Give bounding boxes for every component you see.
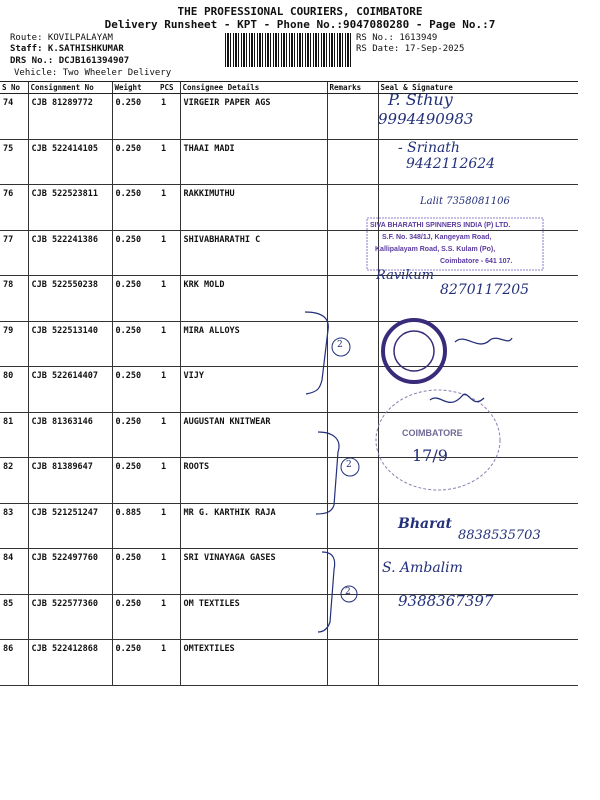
cell-weight: 0.250 (112, 185, 158, 231)
cell-remarks (327, 321, 378, 367)
round-stamp-text: COIMBATORE (402, 428, 463, 438)
cell-pcs: 1 (158, 458, 180, 504)
cell-remarks (327, 549, 378, 595)
cell-consignee: MR G. KARTHIK RAJA (180, 503, 327, 549)
cell-weight: 0.250 (112, 321, 158, 367)
rs-date: RS Date: 17-Sep-2025 (356, 44, 465, 54)
cell-pcs: 1 (158, 94, 180, 140)
signature-row-75: - Srinath (398, 140, 460, 156)
cell-remarks (327, 276, 378, 322)
company-title: THE PROFESSIONAL COURIERS, COIMBATORE (177, 5, 423, 18)
vehicle-label: Vehicle: Two Wheeler Delivery (14, 68, 172, 78)
cell-consignee: OMTEXTILES (180, 640, 327, 686)
cell-pcs: 1 (158, 276, 180, 322)
cell-consignment: CJB 522614407 (28, 367, 112, 413)
cell-weight: 0.250 (112, 139, 158, 185)
cell-remarks (327, 94, 378, 140)
barcode (225, 33, 353, 67)
col-weight: Weight (112, 82, 158, 94)
cell-remarks (327, 412, 378, 458)
cell-weight: 0.250 (112, 640, 158, 686)
cell-weight: 0.250 (112, 458, 158, 504)
cell-sno: 78 (0, 276, 28, 322)
table-row (0, 94, 578, 140)
cell-consignment: CJB 522241386 (28, 230, 112, 276)
col-consignee: Consignee Details (180, 82, 327, 94)
cell-pcs: 1 (158, 594, 180, 640)
cell-pcs: 1 (158, 412, 180, 458)
cell-pcs: 1 (158, 321, 180, 367)
cell-consignee: ROOTS (180, 458, 327, 504)
cell-sno: 75 (0, 139, 28, 185)
cell-consignee: THAAI MADI (180, 139, 327, 185)
cell-consignment: CJB 522412868 (28, 640, 112, 686)
cell-remarks (327, 640, 378, 686)
cell-consignee: OM TEXTILES (180, 594, 327, 640)
cell-remarks (327, 139, 378, 185)
cell-consignment: CJB 521251247 (28, 503, 112, 549)
col-sno: S No (0, 82, 28, 94)
signature-row-74: P. Sthuy (388, 90, 453, 109)
cell-pcs: 1 (158, 367, 180, 413)
phone-row-75: 9442112624 (406, 156, 496, 172)
cell-signature (378, 640, 578, 686)
cell-sno: 81 (0, 412, 28, 458)
cell-signature (378, 367, 578, 413)
signature-row-85: S. Ambalim (382, 560, 463, 576)
cell-consignment: CJB 522497760 (28, 549, 112, 595)
col-remarks: Remarks (327, 82, 378, 94)
cell-weight: 0.250 (112, 594, 158, 640)
cell-sno: 77 (0, 230, 28, 276)
cell-consignment: CJB 522577360 (28, 594, 112, 640)
cell-consignee: RAKKIMUTHU (180, 185, 327, 231)
cell-sno: 76 (0, 185, 28, 231)
cell-signature (378, 321, 578, 367)
cell-remarks (327, 230, 378, 276)
cell-pcs: 1 (158, 139, 180, 185)
cell-pcs: 1 (158, 230, 180, 276)
cell-sno: 85 (0, 594, 28, 640)
table-row (0, 321, 578, 367)
cell-signature (378, 458, 578, 504)
cell-sno: 74 (0, 94, 28, 140)
cell-sno: 82 (0, 458, 28, 504)
cell-weight: 0.250 (112, 94, 158, 140)
remark-row-80: 2 (337, 340, 343, 350)
table-row (0, 367, 578, 413)
cell-consignee: VIRGEIR PAPER AGS (180, 94, 327, 140)
runsheet-subtitle: Delivery Runsheet - KPT - Phone No.:9047080280 - Page No.:7 (104, 18, 496, 31)
phone-row-84: 8838535703 (458, 528, 541, 543)
cell-weight: 0.250 (112, 412, 158, 458)
col-pcs: PCS (158, 82, 180, 94)
company-stamp-line1: SIVA BHARATHI SPINNERS INDIA (P) LTD. (370, 222, 511, 229)
cell-sno: 79 (0, 321, 28, 367)
cell-sno: 86 (0, 640, 28, 686)
staff-label: Staff: K.SATHISHKUMAR (10, 44, 124, 54)
col-consignment: Consignment No (28, 82, 112, 94)
signature-row-76: Lalit 7358081106 (420, 196, 510, 207)
cell-weight: 0.250 (112, 367, 158, 413)
cell-consignment: CJB 522414105 (28, 139, 112, 185)
route-label: Route: KOVILPALAYAM (10, 33, 113, 43)
cell-consignee: MIRA ALLOYS (180, 321, 327, 367)
cell-remarks (327, 458, 378, 504)
rs-number: RS No.: 1613949 (356, 33, 438, 43)
cell-consignee: SHIVABHARATHI C (180, 230, 327, 276)
cell-consignee: SRI VINAYAGA GASES (180, 549, 327, 595)
cell-pcs: 1 (158, 640, 180, 686)
signature-row-78: Ravikum (376, 268, 434, 283)
company-stamp-line3: Kallipalayam Road, S.S. Kulam (Po), (375, 246, 496, 253)
date-row-82: 17/9 (412, 446, 448, 465)
company-stamp-line2: S.F. No. 348/1J, Kangeyam Road, (382, 234, 492, 241)
cell-consignment: CJB 522550238 (28, 276, 112, 322)
col-signature: Seal & Signature (378, 82, 578, 94)
cell-consignment: CJB 81289772 (28, 94, 112, 140)
table-header-row (0, 82, 578, 94)
cell-consignment: CJB 81389647 (28, 458, 112, 504)
drs-number: DRS No.: DCJB161394907 (10, 56, 130, 66)
cell-consignment: CJB 522523811 (28, 185, 112, 231)
table-row (0, 412, 578, 458)
cell-pcs: 1 (158, 503, 180, 549)
cell-remarks (327, 594, 378, 640)
cell-remarks (327, 503, 378, 549)
phone-row-74: 9994490983 (378, 110, 474, 128)
cell-pcs: 1 (158, 185, 180, 231)
cell-remarks (327, 367, 378, 413)
cell-sno: 83 (0, 503, 28, 549)
phone-row-86: 9388367397 (398, 592, 494, 610)
cell-sno: 80 (0, 367, 28, 413)
cell-consignee: KRK MOLD (180, 276, 327, 322)
table-row (0, 549, 578, 595)
phone-row-78: 8270117205 (440, 282, 530, 298)
cell-consignment: CJB 81363146 (28, 412, 112, 458)
cell-consignment: CJB 522513140 (28, 321, 112, 367)
cell-pcs: 1 (158, 549, 180, 595)
company-stamp-line4: Coimbatore - 641 107. (440, 258, 513, 265)
signature-row-84: Bharat (398, 516, 452, 532)
table-row (0, 458, 578, 504)
cell-consignee: VIJY (180, 367, 327, 413)
remark-row-86: 2 (345, 587, 351, 597)
cell-sno: 84 (0, 549, 28, 595)
cell-weight: 0.885 (112, 503, 158, 549)
cell-weight: 0.250 (112, 549, 158, 595)
cell-consignee: AUGUSTAN KNITWEAR (180, 412, 327, 458)
cell-weight: 0.250 (112, 276, 158, 322)
cell-weight: 0.250 (112, 230, 158, 276)
table-row (0, 640, 578, 686)
remark-row-83: 2 (346, 460, 352, 470)
